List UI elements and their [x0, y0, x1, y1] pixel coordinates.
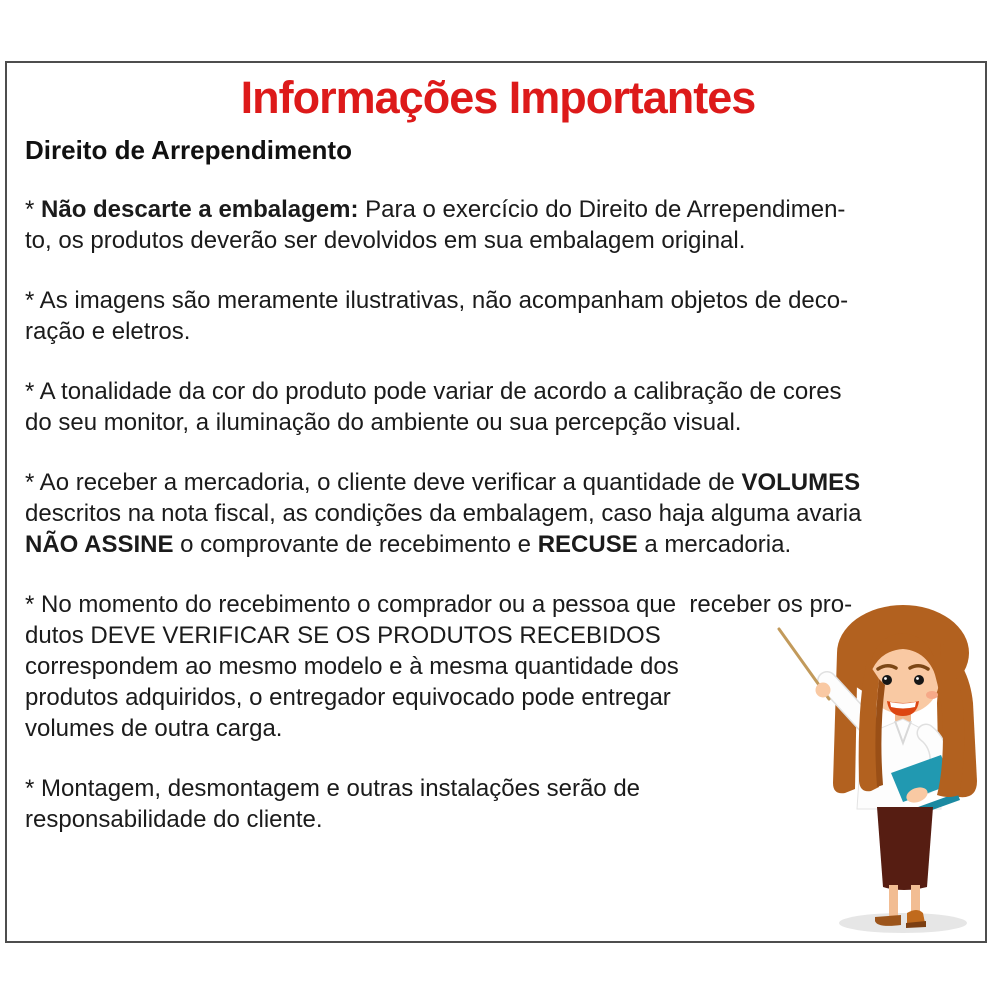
paragraph-imagens-ilustrativas [25, 285, 973, 347]
body-text: o comprovante de recebimento e [173, 530, 538, 558]
paragraph-line [25, 498, 973, 529]
paragraph-ao-receber-mercadoria [25, 467, 973, 560]
teacher-hand-pointer [816, 683, 831, 698]
emphasis-text: NÃO ASSINE [25, 530, 174, 558]
body-text: ração e eletros. [25, 317, 191, 345]
paragraph-line [25, 407, 973, 438]
teacher-pointing-illustration [771, 603, 983, 941]
paragraph-line [25, 376, 973, 407]
body-text: produtos adquiridos, o entregador equivocado pode entregar [25, 683, 671, 711]
emphasis-text: Não descarte a embalagem: [41, 195, 359, 223]
body-text: responsabilidade do cliente. [25, 805, 323, 833]
body-text: volumes de outra carga. [25, 714, 283, 742]
teacher-skirt [877, 807, 933, 890]
body-text: descritos na nota fiscal, as condições da embalagem, caso haja alguma avaria [25, 499, 862, 527]
body-text: dutos DEVE VERIFICAR SE OS PRODUTOS RECEBIDOS [25, 621, 661, 649]
section-heading: Direito de Arrependimento [25, 134, 352, 165]
paragraph-line [25, 285, 973, 316]
paragraph-line [25, 467, 973, 498]
body-text: * A tonalidade da cor do produto pode variar de acordo a calibração de cores [25, 377, 842, 405]
page-title: Informações Importantes [240, 72, 756, 123]
body-text: * As imagens são meramente ilustrativas, não acompanham objetos de deco- [25, 286, 849, 314]
body-text: do seu monitor, a iluminação do ambiente ou sua percepção visual. [25, 408, 742, 436]
emphasis-text: RECUSE [537, 530, 638, 558]
body-text: * Ao receber a mercadoria, o cliente deve verificar a quantidade de [25, 468, 742, 496]
paragraph-line [25, 194, 973, 225]
paragraph-tonalidade-cor [25, 376, 973, 438]
emphasis-text: VOLUMES [741, 468, 861, 496]
body-text: * Montagem, desmontagem e outras instalações serão de [25, 774, 641, 802]
body-text: * [25, 195, 42, 223]
body-text: Para o exercício do Direito de Arrependimen- [358, 195, 846, 223]
body-text: to, os produtos deverão ser devolvidos em sua embalagem original. [25, 226, 746, 254]
body-text: correspondem ao mesmo modelo e à mesma quantidade dos [25, 652, 679, 680]
paragraph-line [25, 316, 973, 347]
floor-shadow [839, 913, 967, 933]
document-frame [5, 61, 987, 943]
body-text: a mercadoria. [637, 530, 792, 558]
pointer-stick [779, 629, 831, 699]
paragraph-line [25, 529, 973, 560]
paragraph-line [25, 225, 973, 256]
body-text: * No momento do recebimento o comprador ou a pessoa que receber os pro- [25, 590, 853, 618]
paragraph-nao-descarte-embalagem [25, 194, 973, 256]
